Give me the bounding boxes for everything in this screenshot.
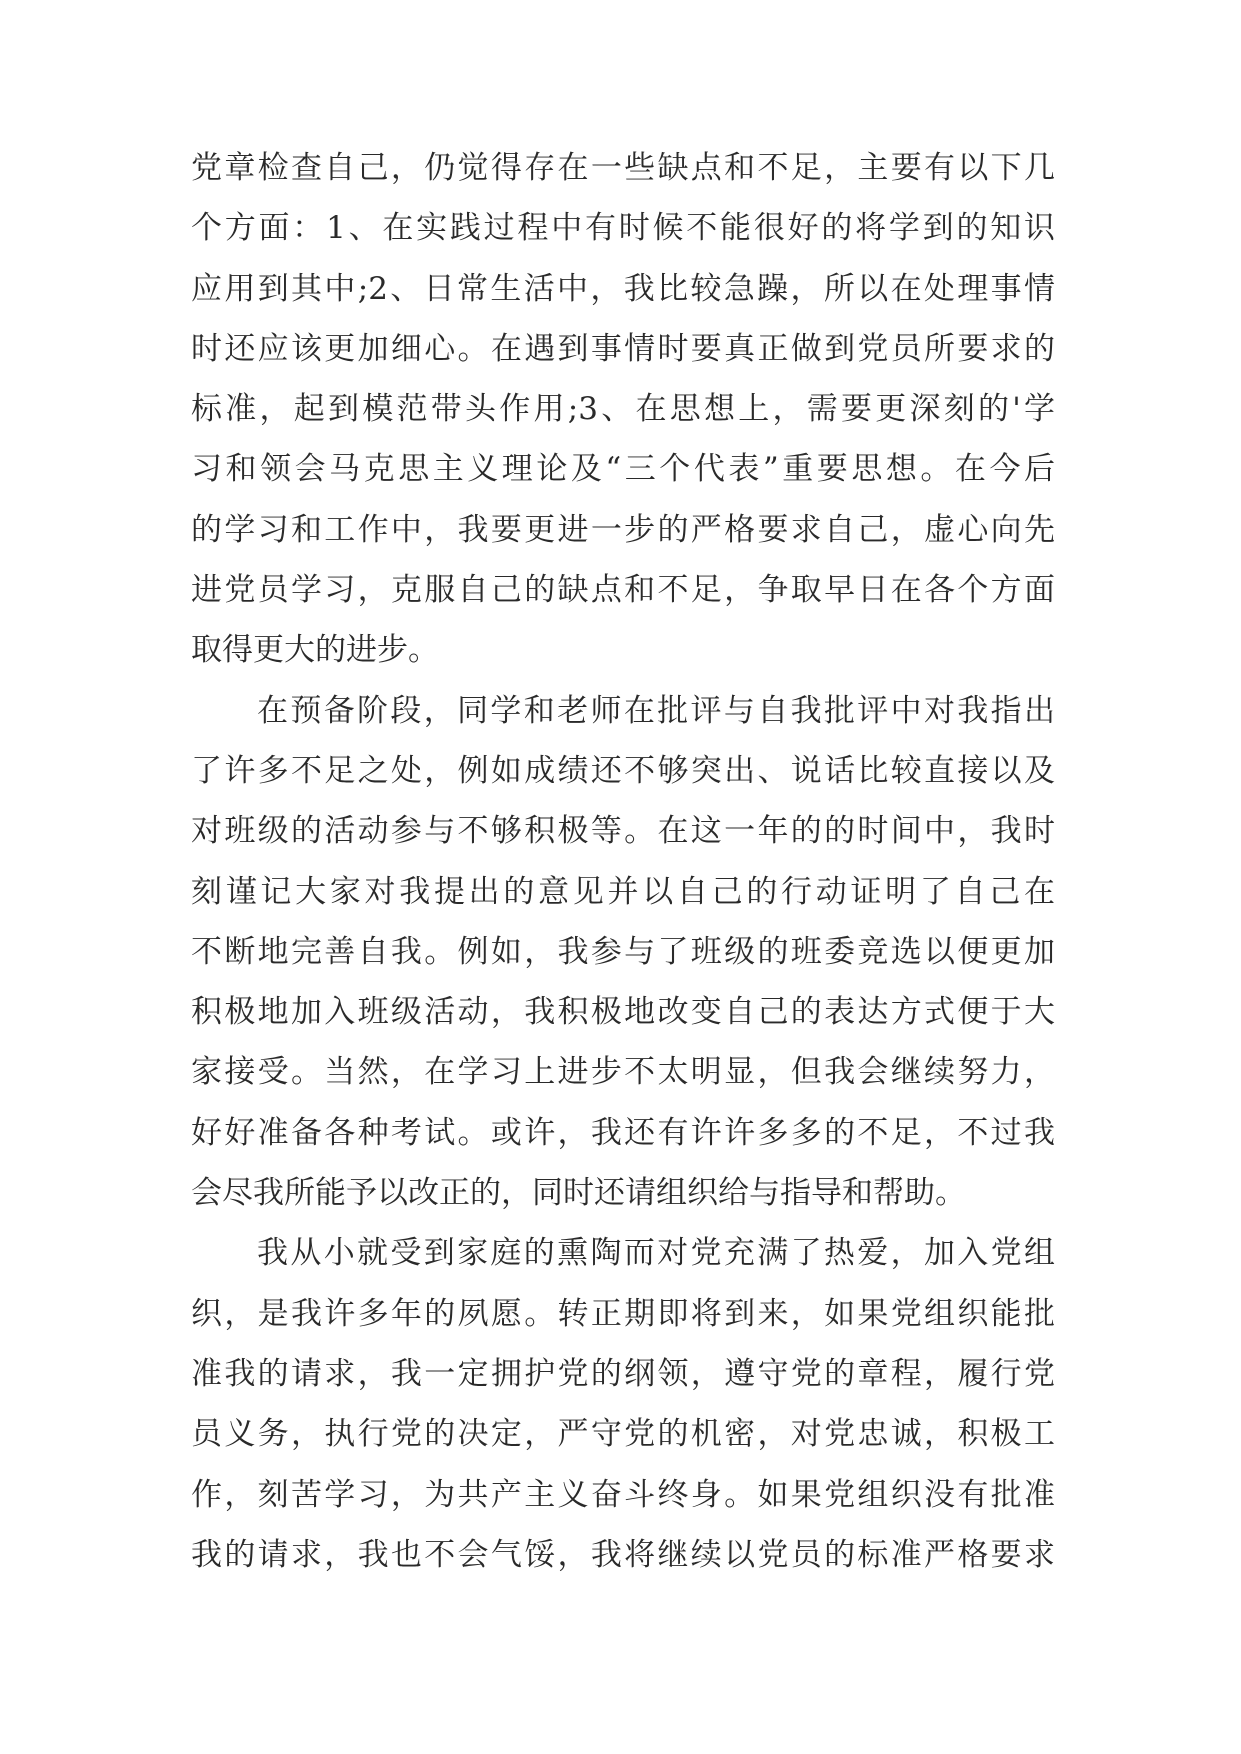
body-text — [191, 138, 1055, 1585]
paragraph-line: 员义务，执行党的决定，严守党的机密，对党忠诚，积极工 — [191, 1416, 1055, 1453]
paragraph-line: 不断地完善自我。例如，我参与了班级的班委竞选以便更加 — [191, 933, 1055, 970]
paragraph-line: 时还应该更加细心。在遇到事情时要真正做到党员所要求的 — [191, 330, 1055, 367]
paragraph-line: 织，是我许多年的夙愿。转正期即将到来，如果党组织能批 — [191, 1295, 1055, 1332]
paragraph-line: 我从小就受到家庭的熏陶而对党充满了热爱，加入党组 — [257, 1235, 1055, 1272]
paragraph-line: 在预备阶段，同学和老师在批评与自我批评中对我指出 — [257, 692, 1055, 729]
paragraph-line: 党章检查自己，仍觉得存在一些缺点和不足，主要有以下几 — [191, 150, 1055, 186]
paragraph-line: 个方面：1、在实践过程中有时候不能很好的将学到的知识 — [191, 210, 1055, 247]
paragraph-line: 的学习和工作中，我要更进一步的严格要求自己，虚心向先 — [191, 511, 1055, 548]
paragraph-line: 准我的请求，我一定拥护党的纲领，遵守党的章程，履行党 — [191, 1355, 1055, 1392]
paragraph-line: 作，刻苦学习，为共产主义奋斗终身。如果党组织没有批准 — [191, 1476, 1055, 1513]
paragraph-line: 刻谨记大家对我提出的意见并以自己的行动证明了自己在 — [191, 873, 1055, 910]
paragraph-line: 进党员学习，克服自己的缺点和不足，争取早日在各个方面 — [191, 572, 1055, 609]
paragraph-line: 标准，起到模范带头作用;3、在思想上，需要更深刻的'学 — [191, 391, 1055, 428]
paragraph-line: 好好准备各种考试。或许，我还有许许多多的不足，不过我 — [191, 1114, 1055, 1151]
paragraph-line: 我的请求，我也不会气馁，我将继续以党员的标准严格要求 — [191, 1536, 1055, 1573]
paragraph-3 — [191, 1223, 1055, 1585]
paragraph-line: 取得更大的进步。 — [191, 632, 439, 669]
paragraph-line: 应用到其中;2、日常生活中，我比较急躁，所以在处理事情 — [191, 270, 1055, 307]
paragraph-line: 会尽我所能予以改正的，同时还请组织给与指导和帮助。 — [191, 1175, 966, 1212]
paragraph-line: 了许多不足之处，例如成绩还不够突出、说话比较直接以及 — [191, 752, 1055, 789]
paragraph-line: 习和领会马克思主义理论及“三个代表”重要思想。在今后 — [191, 451, 1055, 488]
paragraph-2 — [191, 681, 1055, 1224]
paragraph-line: 家接受。当然，在学习上进步不太明显，但我会继续努力， — [191, 1054, 1055, 1091]
paragraph-line: 对班级的活动参与不够积极等。在这一年的的时间中，我时 — [191, 813, 1055, 850]
paragraph-1 — [191, 138, 1055, 681]
paragraph-line: 积极地加入班级活动，我积极地改变自己的表达方式便于大 — [191, 994, 1055, 1031]
